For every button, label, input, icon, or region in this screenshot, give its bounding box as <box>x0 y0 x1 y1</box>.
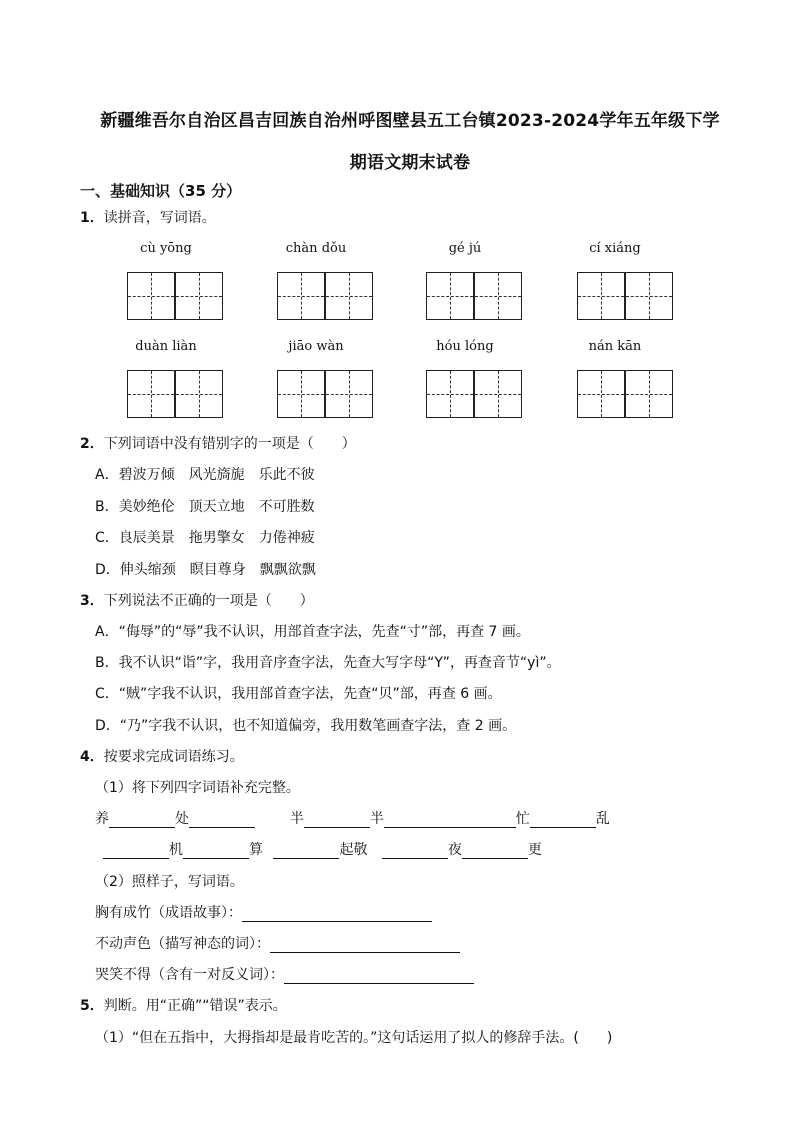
option-c[interactable]: C．良辰美景 拖男擎女 力倦神疲 <box>95 530 315 546</box>
idiom-char: 夜 <box>447 842 462 858</box>
question-4 <box>80 746 244 766</box>
pinyin-label: gé jú <box>448 241 482 256</box>
question-text: 下列词语中没有错别字的一项是（ ） <box>103 436 356 452</box>
option-d[interactable]: D．伸头缩颈 瞑目尊身 飘飘欲飘 <box>95 562 316 578</box>
question-number: 3． <box>80 593 104 609</box>
idiom-char: 更 <box>527 842 542 858</box>
idiom-char: 算 <box>249 842 263 858</box>
question-text: 按要求完成词语练习。 <box>103 749 244 765</box>
idiom-fill-row-1 <box>95 808 610 828</box>
writing-cell[interactable] <box>625 272 673 320</box>
option-a[interactable]: A．碧波万倾 风光旖旎 乐此不彼 <box>95 467 315 483</box>
section-heading-basic-knowledge: 一、基础知识（35 分） <box>80 182 242 200</box>
writing-cell[interactable] <box>625 370 673 418</box>
writing-cell[interactable] <box>426 272 474 320</box>
writing-cell[interactable] <box>277 272 325 320</box>
option-d[interactable]: D．“乃”字我不认识，也不知道偏旁，我用数笔画查字法，查 2 画。 <box>95 718 517 734</box>
idiom-char: 养 <box>95 811 109 827</box>
pinyin-label: duàn liàn <box>135 339 197 354</box>
idiom-char: 处 <box>175 811 189 827</box>
writing-cell[interactable] <box>325 272 373 320</box>
answer-blank[interactable] <box>382 844 448 859</box>
answer-blank[interactable] <box>462 844 528 859</box>
writing-cell[interactable] <box>277 370 325 418</box>
answer-blank[interactable] <box>530 813 596 828</box>
writing-cell[interactable] <box>127 272 175 320</box>
page-title-line1: 新疆维吾尔自治区昌吉回族自治州呼图壁县五工台镇2023-2024学年五年级下学 <box>100 111 720 131</box>
example-row-1 <box>95 902 432 922</box>
writing-grid[interactable] <box>426 272 523 320</box>
example-row-3 <box>95 964 474 984</box>
question-2 <box>80 433 356 453</box>
pinyin-label: jiāo wàn <box>288 339 344 354</box>
question-text: 读拼音，写词语。 <box>103 210 216 226</box>
pinyin-label: cí xiáng <box>589 241 641 256</box>
option-b[interactable]: B．美妙绝伦 顶天立地 不可胜数 <box>95 499 315 515</box>
answer-blank[interactable] <box>242 907 432 922</box>
question-number: 1． <box>80 210 104 226</box>
question-1 <box>80 207 216 227</box>
idiom-char: 半 <box>289 811 304 827</box>
writing-cell[interactable] <box>127 370 175 418</box>
question-number: 2． <box>80 436 104 452</box>
writing-cell[interactable] <box>577 370 625 418</box>
writing-cell[interactable] <box>474 272 522 320</box>
idiom-fill-row-2 <box>103 839 542 859</box>
sub-question-4-1: （1）将下列四字词语补充完整。 <box>95 780 300 796</box>
pinyin-label: hóu lóng <box>436 339 494 354</box>
example-prompt: 胸有成竹（成语故事）： <box>95 905 242 921</box>
writing-grid[interactable] <box>127 272 224 320</box>
option-a[interactable]: A．“侮辱”的“辱”我不认识，用部首查字法，先查“寸”部，再查 7 画。 <box>95 624 530 640</box>
example-prompt: 哭笑不得（含有一对反义词）： <box>95 967 284 983</box>
idiom-char: 忙 <box>515 811 530 827</box>
writing-grid[interactable] <box>277 370 374 418</box>
idiom-char: 半 <box>369 811 384 827</box>
writing-cell[interactable] <box>175 272 223 320</box>
writing-cell[interactable] <box>474 370 522 418</box>
answer-blank[interactable] <box>384 813 516 828</box>
answer-blank[interactable] <box>189 813 255 828</box>
writing-cell[interactable] <box>426 370 474 418</box>
pinyin-label: chàn dǒu <box>285 241 347 256</box>
sub-question-4-2: （2）照样子，写词语。 <box>95 874 244 890</box>
idiom-char: 起敬 <box>339 842 368 858</box>
sub-question-5-1: （1）“但在五指中，大拇指却是最肯吃苦的。”这句话运用了拟人的修辞手法。( ) <box>95 1030 613 1046</box>
writing-grid[interactable] <box>426 370 523 418</box>
writing-grid[interactable] <box>577 272 674 320</box>
pinyin-label: nán kān <box>588 339 642 354</box>
question-number: 5． <box>80 998 104 1014</box>
answer-blank[interactable] <box>284 969 474 984</box>
question-text: 判断。用“正确”“错误”表示。 <box>103 998 287 1014</box>
idiom-char: 乱 <box>595 811 610 827</box>
example-row-2 <box>95 933 460 953</box>
writing-grid[interactable] <box>277 272 374 320</box>
answer-blank[interactable] <box>270 938 460 953</box>
question-5 <box>80 995 287 1015</box>
writing-cell[interactable] <box>175 370 223 418</box>
page-title-line2: 期语文期末试卷 <box>349 153 471 173</box>
pinyin-label: cù yōng <box>140 241 192 256</box>
answer-blank[interactable] <box>273 844 339 859</box>
writing-grid[interactable] <box>577 370 674 418</box>
idiom-char: 机 <box>169 842 183 858</box>
writing-grid[interactable] <box>127 370 224 418</box>
writing-cell[interactable] <box>325 370 373 418</box>
writing-cell[interactable] <box>577 272 625 320</box>
answer-blank[interactable] <box>103 844 169 859</box>
question-number: 4． <box>80 749 104 765</box>
answer-blank[interactable] <box>183 844 249 859</box>
option-b[interactable]: B．我不认识“诣”字，我用音序查字法，先查大写字母“Y”，再查音节“yì”。 <box>95 655 561 671</box>
question-3 <box>80 590 314 610</box>
answer-blank[interactable] <box>109 813 175 828</box>
option-c[interactable]: C．“贼”字我不认识，我用部首查字法，先查“贝”部，再查 6 画。 <box>95 686 502 702</box>
question-text: 下列说法不正确的一项是（ ） <box>103 593 314 609</box>
answer-blank[interactable] <box>304 813 370 828</box>
example-prompt: 不动声色（描写神态的词）： <box>95 936 270 952</box>
